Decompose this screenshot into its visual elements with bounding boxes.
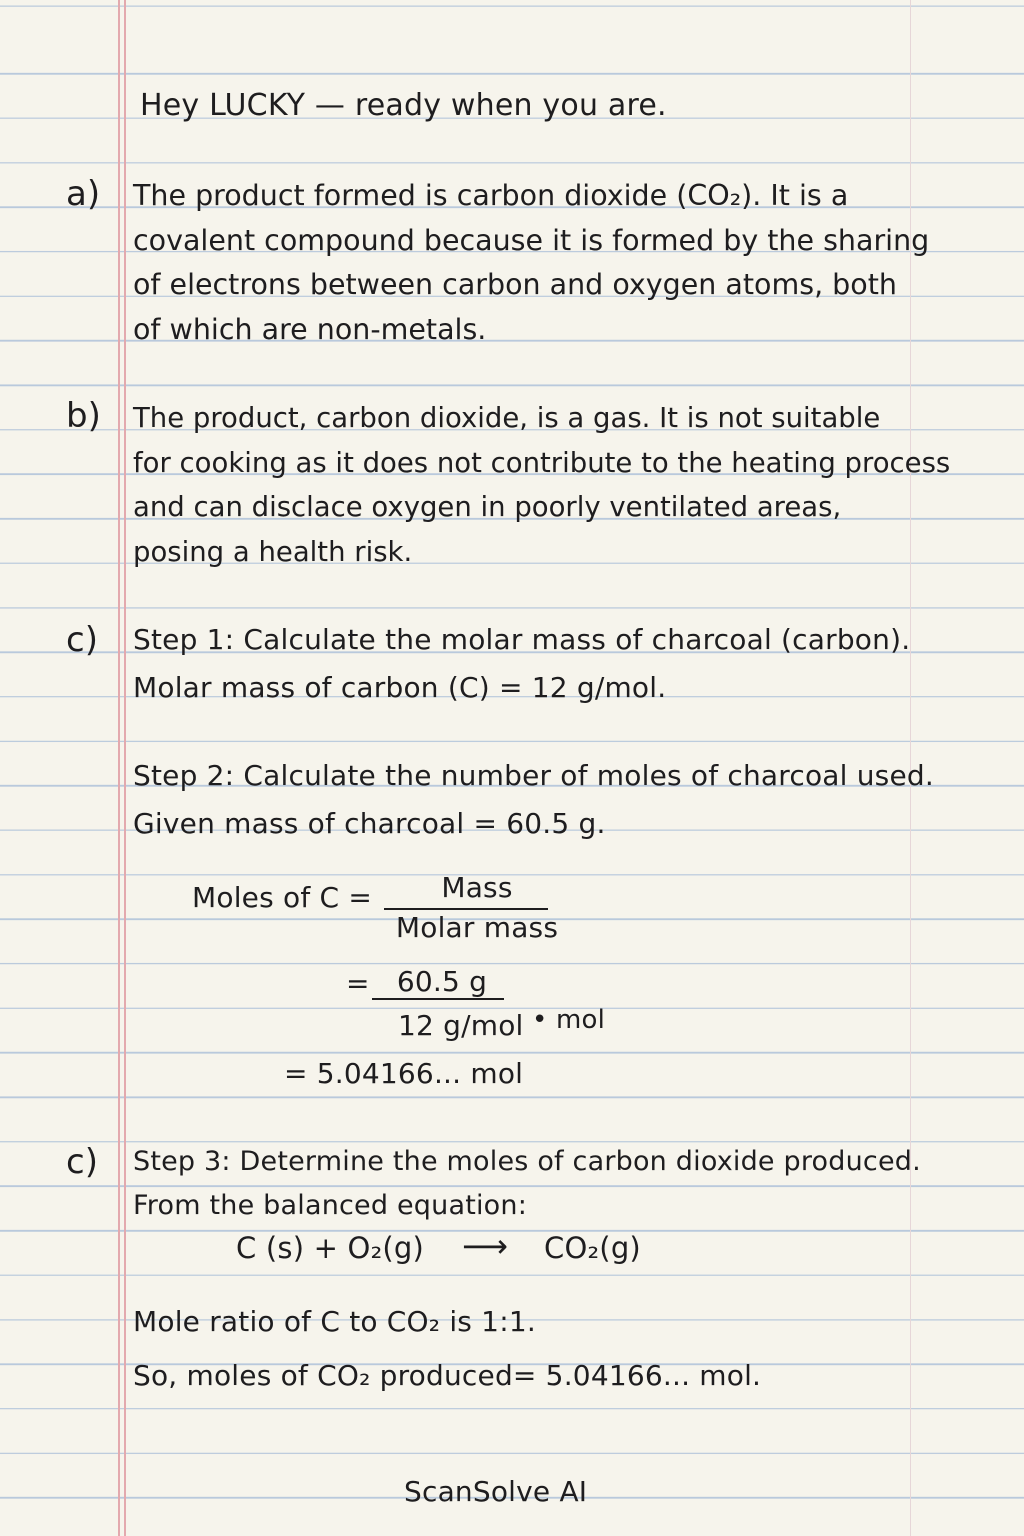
greeting: Hey LUCKY — ready when you are. [140,88,667,123]
step-2-given: Given mass of charcoal = 60.5 g. [133,807,606,840]
formula-denominator: Molar mass [395,911,559,944]
equation-lhs: C (s) + O₂(g) [236,1231,425,1265]
substitution-fraction-bar [372,998,504,1000]
moles-co2-conclusion: So, moles of CO₂ produced= 5.04166... mol. [133,1359,762,1392]
footer-brand: ScanSolve AI [404,1475,588,1508]
step-1-title: Step 1: Calculate the molar mass of charcoal (carbon). [133,623,911,656]
margin-line-inner [124,0,126,1536]
margin-line [118,0,120,1536]
part-a-line-2: covalent compound because it is formed by the sharing [133,223,930,257]
part-b-answer [133,396,950,574]
part-a-answer [133,174,929,352]
mole-ratio: Mole ratio of C to CO₂ is 1:1. [133,1305,536,1338]
equation-rhs: CO₂(g) [544,1231,641,1265]
substitution-numerator: 60.5 g [396,965,488,998]
substitution-note: • mol [532,1005,606,1035]
part-a-line-4: of which are non-metals. [133,312,487,346]
substitution-denominator: 12 g/mol [398,1009,524,1042]
part-a-label: a) [66,174,101,214]
step-2-title: Step 2: Calculate the number of moles of charcoal used. [133,759,934,792]
moles-result: = 5.04166... mol [284,1057,524,1090]
formula-lhs: Moles of C = [192,881,372,914]
part-c-step3-label: c) [66,1142,98,1182]
part-b-line-1: The product, carbon dioxide, is a gas. It is not suitable [133,402,881,434]
part-b-line-2: for cooking as it does not contribute to the heating process [133,446,951,479]
part-b-line-4: posing a health risk. [133,535,413,568]
part-b-label: b) [66,396,101,436]
reaction-arrow-icon: ⟶ [462,1227,509,1265]
step-1-value: Molar mass of carbon (C) = 12 g/mol. [133,671,667,704]
formula-numerator: Mass [441,871,513,904]
part-b-line-3: and can disclace oxygen in poorly ventilated areas, [133,491,842,523]
part-a-line-1: The product formed is carbon dioxide (CO₂). It is a [133,179,849,212]
balanced-equation-intro: From the balanced equation: [133,1190,528,1221]
part-a-line-3: of electrons between carbon and oxygen atoms, both [133,268,897,301]
substitution-equals: = [346,967,370,1000]
part-c-label: c) [66,620,98,660]
step-3-title: Step 3: Determine the moles of carbon dioxide produced. [133,1146,921,1177]
